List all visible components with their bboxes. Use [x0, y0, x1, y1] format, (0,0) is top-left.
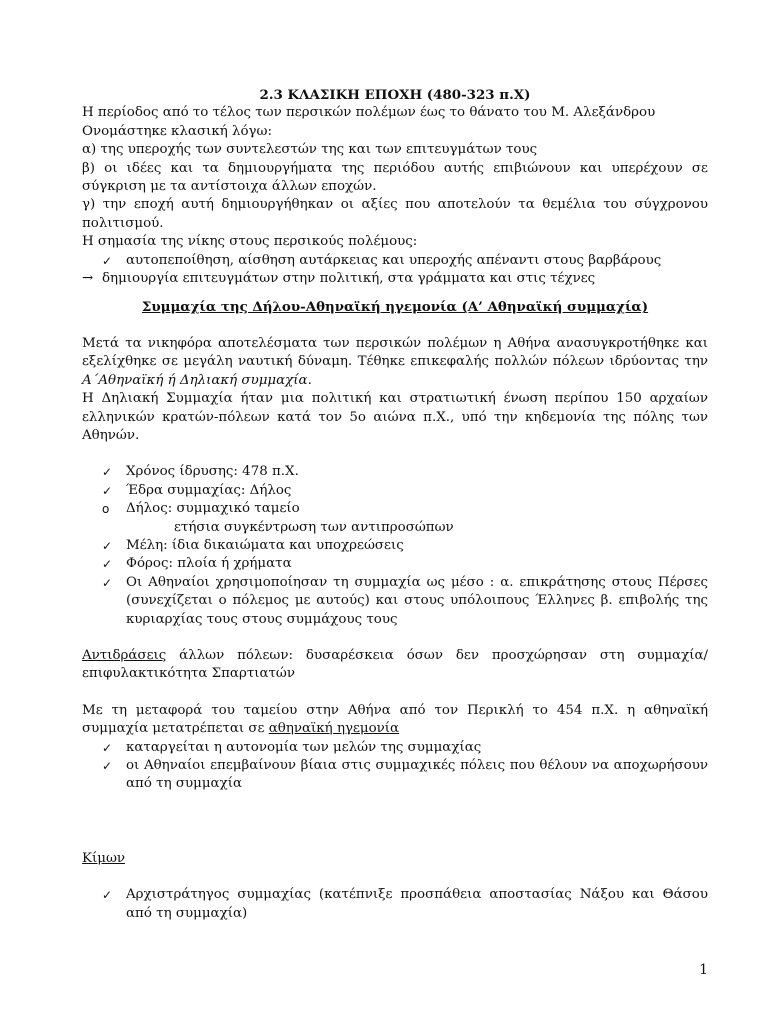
list-item: [82, 482, 708, 500]
list-item: [82, 252, 708, 270]
list-item-text: οι Αθηναίοι επεμβαίνουν βίαια στις συμμαχικές πόλεις που θέλουν να αποχωρήσουν από τη συμμαχία: [126, 758, 708, 792]
check-icon: ✓: [102, 575, 113, 590]
list-item-text: καταργείται η αυτονομία των μελών της συμμαχίας: [126, 739, 482, 755]
list-item-text: Φόρος: πλοία ή χρήματα: [126, 556, 292, 572]
list-item: [82, 757, 708, 794]
kimon-heading: Κίμων: [82, 850, 126, 866]
paragraph-2: Η Δηλιακή Συμμαχία ήταν μια πολιτική και στρατιωτική ένωση περίπου 150 αρχαίων ελληνικών κρατών-πόλεων κατά τον 5ο αιώνα π.Χ., υπό την κηδεμονία της πόλης των Αθηνών.: [82, 391, 708, 443]
reason-b: β) οι ιδέες και τα δημιουργήματα της περιόδου αυτής επιβιώνουν και υπερέχουν σε σύγκριση με τα αντίστοιχα άλλων εποχών.: [82, 160, 708, 195]
check-icon: ✓: [102, 538, 113, 553]
treasury-text: Με τη μεταφορά του ταμείου στην Αθήνα από τον Περικλή το 454 π.Χ. η αθηναϊκή συμμαχία μετατρέπεται σε: [82, 702, 708, 737]
check-icon: ✓: [102, 888, 113, 903]
check-icon: ✓: [102, 557, 113, 572]
section-title: Συμμαχία της Δήλου-Αθηναϊκή ηγεμονία (Α’ Αθηναϊκή συμμαχία): [141, 299, 649, 316]
reactions-text: άλλων πόλεων: δυσαρέσκεια όσων δεν προσχώρησαν στη συμμαχία/επιφυλακτικότητα Σπαρτιατών: [82, 647, 708, 682]
arrow-line-text: δημιουργία επιτευγμάτων στην πολιτική, στα γράμματα και στις τέχνες: [102, 271, 596, 287]
arrow-right-icon: →: [82, 271, 94, 287]
page-number: 1: [699, 962, 708, 978]
list-item-text: αυτοπεποίθηση, αίσθηση αυτάρκειας και υπεροχής απέναντι στους βαρβάρους: [126, 252, 662, 268]
reactions-paragraph: [82, 647, 708, 684]
document-page: [82, 86, 708, 923]
list-item: [82, 886, 708, 923]
reactions-label: Αντιδράσεις: [82, 647, 167, 663]
list-item: [82, 574, 708, 629]
intro-line-1: Η περίοδος από το τέλος των περσικών πολέμων έως το θάνατο του Μ. Αλεξάνδρου: [82, 105, 656, 121]
list-item-text: Έδρα συμμαχίας: Δήλος: [126, 482, 292, 498]
list-subitem-text: ετήσια συγκέντρωση των αντιπροσώπων: [174, 519, 454, 535]
list-item-text: Χρόνος ίδρυσης: 478 π.Χ.: [126, 464, 299, 480]
paragraph-1-end: .: [307, 372, 312, 388]
arrow-line: [82, 270, 708, 288]
list-item: [82, 463, 708, 481]
list-item: [82, 555, 708, 573]
check-icon: ✓: [102, 759, 113, 773]
reason-c: γ) την εποχή αυτή δημιουργήθηκαν οι αξίες που αποτελούν τα θεμέλια του σύγχρονου πολιτισμού.: [82, 197, 708, 231]
circle-bullet-icon: o: [102, 502, 110, 517]
reason-a: α) της υπεροχής των συντελεστών της και των επιτευγμάτων τους: [82, 142, 538, 158]
list-item-text: Αρχιστράτηγος συμμαχίας (κατέπνιξε προσπάθεια αποστασίας Νάξου και Θάσου από τη συμμαχία): [126, 887, 708, 921]
treasury-paragraph: [82, 702, 708, 739]
page-title: 2.3 ΚΛΑΣΙΚΗ ΕΠΟΧΗ (480-323 π.Χ): [259, 87, 531, 103]
list-item-text: Δήλος: συμμαχικό ταμείο: [126, 501, 300, 517]
hegemony-term: αθηναϊκή ηγεμονία: [268, 721, 400, 737]
list-item-text: Μέλη: ίδια δικαιώματα και υποχρεώσεις: [126, 537, 404, 553]
check-icon: ✓: [102, 253, 113, 268]
list-item: [82, 739, 708, 757]
paragraph-1: [82, 335, 708, 390]
alliance-name: Α΄Αθηναϊκή ή Δηλιακή συμμαχία: [82, 372, 308, 388]
list-item-text: Οι Αθηναίοι χρησιμοποίησαν τη συμμαχία ως μέσο : α. επικράτησης στους Πέρσες (συνεχίζεται ο πόλεμος με αυτούς) και στους υπόλοιπους Έλληνες β. επιβολής της κυριαρχίας τους στους συμμάχους τους: [126, 574, 708, 627]
check-icon: ✓: [102, 483, 113, 498]
significance-line: Η σημασία της νίκης στους περσικούς πολέμους:: [82, 234, 418, 250]
paragraph-1-text: Μετά τα νικηφόρα αποτελέσματα των περσικών πολέμων η Αθήνα ανασυγκροτήθηκε και εξελίχθηκε σε μεγάλη ναυτική δύναμη. Τέθηκε επικεφαλής πολλών πόλεων ιδρύοντας την: [82, 335, 708, 370]
list-item: [82, 500, 708, 518]
list-item: [82, 537, 708, 555]
check-icon: ✓: [102, 465, 113, 480]
check-icon: ✓: [102, 740, 113, 755]
intro-line-2: Ονομάστηκε κλασική λόγω:: [82, 123, 272, 139]
